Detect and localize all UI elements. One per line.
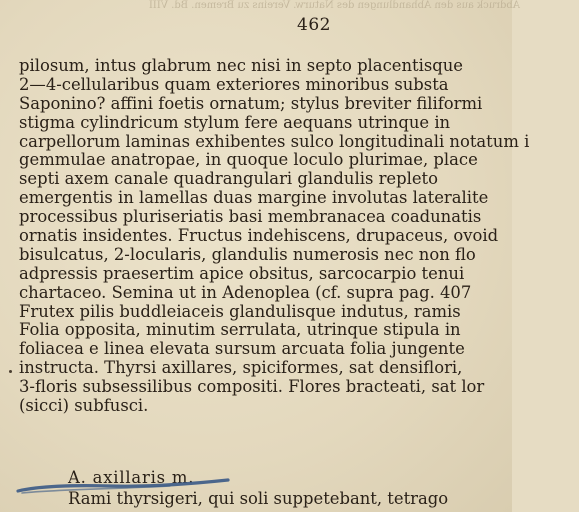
text-line: bisulcatus, 2-locularis, glandulis numerosis nec non flo: [19, 244, 476, 264]
text-line: 3-floris subsessilibus compositi. Flores bracteati, sat lor: [19, 377, 485, 397]
text-line: 2—4-cellularibus quam exteriores minoribus substa: [19, 74, 449, 94]
text-line: Saponino? affini foetis ornatum; stylus breviter filiformi: [19, 93, 483, 113]
text-line: (sicci) subfusci.: [19, 396, 149, 416]
text-line: carpellorum laminas exhibentes sulco longitudinali notatum i: [19, 131, 530, 151]
body-text: [19, 57, 579, 416]
text-line: gemmulae anatropae, in quoque loculo plurimae, place: [19, 150, 478, 170]
text-line: foliacea e linea elevata sursum arcuata folia jungente: [19, 339, 465, 359]
text-line: Frutex pilis buddleiaceis glandulisque indutus, ramis: [19, 301, 461, 321]
text-line: instructa. Thyrsi axillares, spiciformes, sat densiflori,: [19, 358, 463, 378]
text-line: emergentis in lamellas duas margine involutas lateralite: [19, 188, 489, 208]
text-line: adpressis praesertim apice obsitus, sarcocarpio tenui: [19, 263, 465, 283]
text-line: septi axem canale quadrangulari glandulis repleto: [19, 169, 439, 189]
text-line: Folia opposita, minutim serrulata, utrinque stipula in: [19, 320, 461, 340]
text-line: Rami thyrsigeri, qui soli suppetebant, tetrago: [68, 489, 449, 508]
margin-dot: [9, 370, 12, 373]
bleed-through-text: Abdruck aus den Abhandlungen des Naturw. Vereins zu Bremen. Bd. VIII: [148, 0, 520, 11]
page-number: 462: [297, 15, 331, 35]
species-heading: A. axillaris m.: [68, 468, 195, 487]
text-line: chartaceo. Semina ut in Adenoplea (cf. supra pag. 407: [19, 282, 472, 302]
text-line: ornatis insidentes. Fructus indehiscens, drupaceus, ovoid: [19, 226, 499, 246]
text-line: pilosum, intus glabrum nec nisi in septo placentisque: [19, 56, 463, 75]
text-line: processibus pluriseriatis basi membranacea coadunatis: [19, 207, 482, 227]
text-line: stigma cylindricum stylum fere aequans utrinque in: [19, 112, 451, 132]
